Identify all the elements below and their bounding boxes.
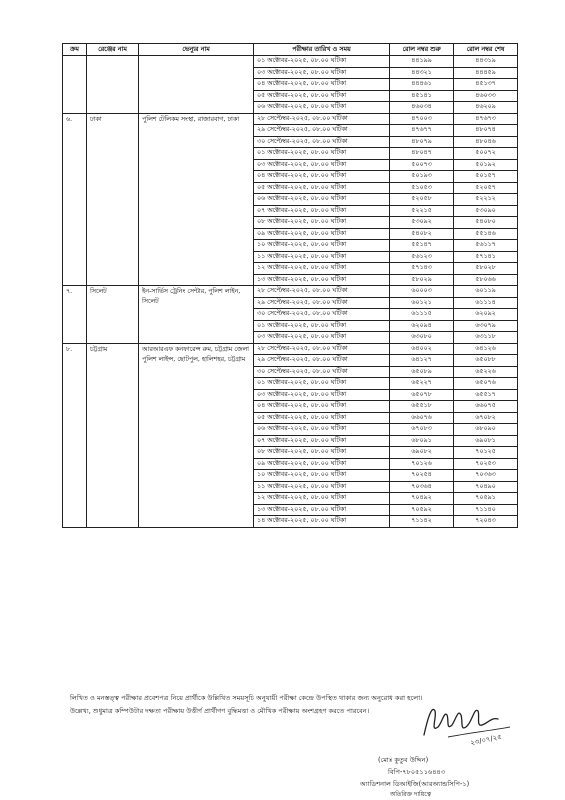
cell-range: সিলেট <box>87 286 139 344</box>
cell-roll-start: ৫৭১৪৩ <box>390 263 454 275</box>
cell-roll-end: ৪৮০৭৪ <box>454 125 518 137</box>
cell-date: ১০ অক্টোবর-২০২৫, ০৮.০০ ঘটিকা <box>254 470 390 482</box>
cell-roll-start: ৬৫০৭৮ <box>390 389 454 401</box>
cell-date: ০১ অক্টোবর-২০২৫, ০৮.০০ ঘটিকা <box>254 320 390 332</box>
cell-venue <box>139 56 254 114</box>
table-header-row <box>63 44 518 56</box>
cell-range: চট্টগ্রাম <box>87 343 139 527</box>
cell-date: ০৫ অক্টোবর-২০২৫, ০৮.০০ ঘটিকা <box>254 412 390 424</box>
cell-roll-end: ৬৪১২৬ <box>454 343 518 355</box>
schedule-table <box>62 43 518 528</box>
cell-roll-end: ৬৯০৮১ <box>454 435 518 447</box>
cell-date: ১৩ অক্টোবর-২০২৫, ০৮.০০ ঘটিকা <box>254 504 390 516</box>
cell-roll-start: ৫৮০২৯ <box>390 274 454 286</box>
cell-roll-start: ৬০০০৩ <box>390 286 454 298</box>
cell-date: ১২ অক্টোবর-২০২৫, ০৮.০০ ঘটিকা <box>254 493 390 505</box>
cell-roll-start: ৪৭০০৩ <box>390 113 454 125</box>
cell-date: ২৮ সেপ্টেম্বর-২০২৫, ০৮.০০ ঘটিকা <box>254 343 390 355</box>
table-row <box>63 113 518 125</box>
cell-date: ০৫ অক্টোবর-২০২৫, ০৮.০০ ঘটিকা <box>254 182 390 194</box>
cell-roll-end: ৬৫০৭৬ <box>454 378 518 390</box>
cell-roll-start: ৫০১৯৩ <box>390 171 454 183</box>
header-venue: ভেন্যুর নাম <box>139 44 254 56</box>
cell-roll-end: ৬৮০৯০ <box>454 424 518 436</box>
cell-date: ১০ অক্টোবর-২০২৫, ০৮.০০ ঘটিকা <box>254 240 390 252</box>
cell-roll-start: ৪৪৩২১ <box>390 67 454 79</box>
cell-roll-end: ৬১১১৪ <box>454 297 518 309</box>
cell-date: ২৮ সেপ্টেম্বর-২০২৫, ০৮.০০ ঘটিকা <box>254 113 390 125</box>
cell-roll-start: ৬২০৯৪ <box>390 320 454 332</box>
cell-date: ০৩ অক্টোবর-২০২৫, ০৮.০০ ঘটিকা <box>254 389 390 401</box>
cell-date: ৩০ সেপ্টেম্বর-২০২৫, ০৮.০০ ঘটিকা <box>254 309 390 321</box>
cell-roll-end: ৫০১৯২ <box>454 159 518 171</box>
cell-roll-start: ৭০৩৬৪ <box>390 481 454 493</box>
cell-roll-end: ৫২০৫৭ <box>454 182 518 194</box>
cell-range: ঢাকা <box>87 113 139 286</box>
cell-date: ০৪ অক্টোবর-২০২৫, ০৮.০০ ঘটিকা <box>254 79 390 91</box>
cell-roll-start: ৭১১৪২ <box>390 516 454 528</box>
header-roll-end: রোল নম্বর শেষ <box>454 44 518 56</box>
header-date: পরীক্ষার তারিখ ও সময় <box>254 44 390 56</box>
cell-roll-end: ৫২২১২ <box>454 194 518 206</box>
cell-roll-start: ৫৬১২৩ <box>390 251 454 263</box>
table-row <box>63 56 518 68</box>
cell-roll-start: ৫১০৫৩ <box>390 182 454 194</box>
cell-roll-start: ৭০৫৯২ <box>390 504 454 516</box>
cell-roll-end: ৬৭০৮২ <box>454 412 518 424</box>
cell-date: ০৭ অক্টোবর-২০২৫, ০৮.০০ ঘটিকা <box>254 435 390 447</box>
cell-roll-start: ৪৫১৪১ <box>390 90 454 102</box>
cell-roll-end: ৪৭৬৭৩ <box>454 113 518 125</box>
cell-date: ০৮ অক্টোবর-২০২৫, ০৮.০০ ঘটিকা <box>254 447 390 459</box>
cell-roll-end: ৫০০৭২ <box>454 148 518 160</box>
cell-date: ০৯ অক্টোবর-২০২৫, ০৮.০০ ঘটিকা <box>254 228 390 240</box>
cell-roll-start: ৫০০৭৩ <box>390 159 454 171</box>
cell-serial: ৮. <box>63 343 87 527</box>
table-body <box>63 56 518 528</box>
cell-venue: ইন-সার্ভিস ট্রেনিং সেন্টার, পুলিশ লাইন, সিলেট <box>139 286 254 344</box>
table-row <box>63 343 518 355</box>
cell-date: ০১ অক্টোবর-২০২৫, ০৮.০০ ঘটিকা <box>254 56 390 68</box>
cell-date: ০৫ অক্টোবর-২০২৫, ০৮.০০ ঘটিকা <box>254 90 390 102</box>
cell-roll-end: ৭০৪৯০ <box>454 481 518 493</box>
cell-roll-start: ৪৭৬৭৭ <box>390 125 454 137</box>
cell-date: ০৩ অক্টোবর-২০২৫, ০৮.০০ ঘটিকা <box>254 67 390 79</box>
signature-date: ২৩/০৭/২৫ <box>469 732 503 748</box>
cell-date: ০৬ অক্টোবর-২০২৫, ০৮.০০ ঘটিকা <box>254 102 390 114</box>
cell-roll-end: ৫৭১৪১ <box>454 251 518 263</box>
cell-date: ২৯ সেপ্টেম্বর-২০২৫, ০৮.০০ ঘটিকা <box>254 297 390 309</box>
cell-date: ০৩ অক্টোবর-২০২৫, ০৮.০০ ঘটিকা <box>254 159 390 171</box>
cell-date: ০৪ অক্টোবর-২০২৫, ০৮.০০ ঘটিকা <box>254 401 390 413</box>
cell-roll-end: ৫৩০৯০ <box>454 205 518 217</box>
cell-roll-end: ৬০১১৯ <box>454 286 518 298</box>
cell-roll-start: ৬৫২২৭ <box>390 378 454 390</box>
cell-roll-start: ৬৯০৮২ <box>390 447 454 459</box>
cell-roll-end: ৪৬২০৯ <box>454 102 518 114</box>
cell-roll-end: ৬৫২২৬ <box>454 366 518 378</box>
cell-date: ২৯ সেপ্টেম্বর-২০২৫, ০৮.০০ ঘটিকা <box>254 125 390 137</box>
cell-date: ০৯ অক্টোবর-২০২৫, ০৮.০০ ঘটিকা <box>254 458 390 470</box>
cell-roll-end: ৪৫১৩৭ <box>454 79 518 91</box>
cell-date: ০১ অক্টোবর-২০২৫, ০৮.০০ ঘটিকা <box>254 378 390 390</box>
cell-roll-start: ৪৮০৭৯ <box>390 136 454 148</box>
cell-roll-start: ৬৭০৮৩ <box>390 424 454 436</box>
cell-roll-start: ৫২০৫৮ <box>390 194 454 206</box>
officer-name: (মোঃ কুতুব উদ্দিন) <box>378 756 429 764</box>
note-line-1: লিখিত ও মনস্তত্ত্ব পরীক্ষার প্রবেশপত্র নিয়ে প্রার্থীকে উল্লিখিত সময়সূচি অনুযায়ী পরীক্ষা কেন্দ্রে উপস্থিত থাকার জন্য অনুরোধ করা হলো। <box>70 694 423 702</box>
cell-date: ২৯ সেপ্টেম্বর-২০২৫, ০৮.০০ ঘটিকা <box>254 355 390 367</box>
cell-roll-end: ৭২০৪৩ <box>454 516 518 528</box>
cell-roll-end: ৪৬০৩৩ <box>454 90 518 102</box>
cell-roll-start: ৫৩০৯২ <box>390 217 454 229</box>
cell-date: ০৬ অক্টোবর-২০২৫, ০৮.০০ ঘটিকা <box>254 424 390 436</box>
cell-roll-start: ৪৬০৩৪ <box>390 102 454 114</box>
cell-venue: পুলিশ টেলিকম সংস্থা, রাজারবাগ, ঢাকা <box>139 113 254 286</box>
cell-venue: আরআরএফ কনফারেন্স রুম, চট্টগ্রাম জেলা পুলিশ লাইন্স, ছোটপুল, হালিশহর, চট্টগ্রাম <box>139 343 254 527</box>
cell-date: ১২ অক্টোবর-২০২৫, ০৮.০০ ঘটিকা <box>254 263 390 275</box>
cell-roll-start: ৬৫০৮৯ <box>390 366 454 378</box>
cell-roll-start: ৫২২১৫ <box>390 205 454 217</box>
cell-date: ১১ অক্টোবর-২০২৫, ০৮.০০ ঘটিকা <box>254 251 390 263</box>
cell-roll-start: ৬৪১২৭ <box>390 355 454 367</box>
cell-range <box>87 56 139 114</box>
cell-roll-end: ৭০২৫৩ <box>454 458 518 470</box>
cell-roll-end: ৫৬১১৭ <box>454 240 518 252</box>
cell-roll-end: ৫৫১৪৬ <box>454 228 518 240</box>
cell-roll-end: ৫৮০৬৬ <box>454 274 518 286</box>
cell-roll-end: ৬৫০৮৮ <box>454 355 518 367</box>
cell-date: ০১ অক্টোবর-২০২৫, ০৮.০০ ঘটিকা <box>254 148 390 160</box>
cell-date: ০৮ অক্টোবর-২০২৫, ০৮.০০ ঘটিকা <box>254 217 390 229</box>
cell-date: ০৩ অক্টোবর-২০২৫, ০৮.০০ ঘটিকা <box>254 332 390 344</box>
cell-roll-end: ৬৩০৭৯ <box>454 320 518 332</box>
cell-roll-start: ৭০১২৬ <box>390 458 454 470</box>
cell-roll-end: ৬২০৯২ <box>454 309 518 321</box>
cell-serial <box>63 56 87 114</box>
cell-roll-end: ৭০৫৯১ <box>454 493 518 505</box>
cell-roll-end: ৭০৩৬৩ <box>454 470 518 482</box>
cell-roll-start: ৪৪১৯৯ <box>390 56 454 68</box>
cell-roll-start: ৪৪৪৬১ <box>390 79 454 91</box>
cell-roll-start: ৬৩০৮০ <box>390 332 454 344</box>
officer-additional: অতিরিক্ত দায়িত্বে <box>390 791 431 798</box>
cell-roll-start: ৬৫৫১৮ <box>390 401 454 413</box>
cell-roll-start: ৫৫১৪৭ <box>390 240 454 252</box>
cell-roll-end: ৫৮০২৮ <box>454 263 518 275</box>
cell-date: ০৬ অক্টোবর-২০২৫, ০৮.০০ ঘটিকা <box>254 194 390 206</box>
officer-designation: অ্যাডিশনাল ডিআইজি(আরঅ্যান্ডসিপি-১) <box>360 780 470 788</box>
cell-serial: ৬. <box>63 113 87 286</box>
table-row <box>63 286 518 298</box>
cell-roll-end: ৭১১৪০ <box>454 504 518 516</box>
cell-roll-end: ৬৫৫১৭ <box>454 389 518 401</box>
cell-roll-start: ৪৮০৪৭ <box>390 148 454 160</box>
cell-date: ১৪ অক্টোবর-২০২৫, ০৮.০০ ঘটিকা <box>254 516 390 528</box>
cell-date: ১১ অক্টোবর-২০২৫, ০৮.০০ ঘটিকা <box>254 481 390 493</box>
header-roll-start: রোল নম্বর শুরু <box>390 44 454 56</box>
cell-date: ৩০ সেপ্টেম্বর-২০২৫, ০৮.০০ ঘটিকা <box>254 366 390 378</box>
cell-roll-end: ৪৮০৪৬ <box>454 136 518 148</box>
cell-roll-end: ৬৩১১৮ <box>454 332 518 344</box>
cell-date: ২৮ সেপ্টেম্বর-২০২৫, ০৮.০০ ঘটিকা <box>254 286 390 298</box>
cell-roll-end: ৫৪০৮০ <box>454 217 518 229</box>
cell-roll-end: ৫০১৫৭ <box>454 171 518 183</box>
cell-date: ১৩ অক্টোবর-২০২৫, ০৮.০০ ঘটিকা <box>254 274 390 286</box>
cell-roll-start: ৬০১২১ <box>390 297 454 309</box>
officer-bp: বিপি-৭৮০৫১১৬৪৪৩ <box>388 768 446 776</box>
cell-roll-end: ৪৪৩১৯ <box>454 56 518 68</box>
cell-roll-start: ৫৪০৮২ <box>390 228 454 240</box>
cell-roll-end: ৭০১২৫ <box>454 447 518 459</box>
cell-date: ০৭ অক্টোবর-২০২৫, ০৮.০০ ঘটিকা <box>254 205 390 217</box>
cell-roll-start: ৬৪০০২ <box>390 343 454 355</box>
note-line-2: উল্লেখ্য, শুধুমাত্র কম্পিউটার দক্ষতা পরীক্ষায় উত্তীর্ণ প্রার্থীগণ বুদ্ধিমত্তা ও মৌখিক পরীক্ষায় অংশগ্রহণ করতে পারবেন। <box>70 707 370 715</box>
cell-roll-start: ৬১১১৫ <box>390 309 454 321</box>
cell-date: ৩০ সেপ্টেম্বর-২০২৫, ০৮.০০ ঘটিকা <box>254 136 390 148</box>
cell-roll-end: ৬৬০৭৫ <box>454 401 518 413</box>
cell-serial: ৭. <box>63 286 87 344</box>
header-range: রেঞ্জের নাম <box>87 44 139 56</box>
cell-roll-start: ৭০৪৯২ <box>390 493 454 505</box>
header-serial: ক্রম <box>63 44 87 56</box>
cell-date: ০৪ অক্টোবর-২০২৫, ০৮.০০ ঘটিকা <box>254 171 390 183</box>
cell-roll-start: ৬৬০৭৬ <box>390 412 454 424</box>
cell-roll-start: ৬৮০৯১ <box>390 435 454 447</box>
cell-roll-end: ৪৪৪৫৯ <box>454 67 518 79</box>
cell-roll-start: ৭০২৫৪ <box>390 470 454 482</box>
